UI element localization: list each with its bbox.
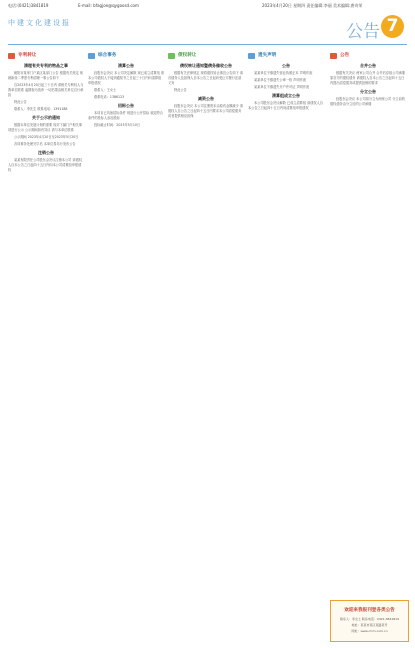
column [168,50,244,121]
ad-address: 地址：某某市某区某路某号 [351,623,388,627]
issue-info: 2023年4月20日 星期四 责任编辑:李丽 美术编辑:唐奇荣 [262,3,363,8]
page-header [0,14,415,44]
notice-paragraph: 经股东会决议 本公司拟分立为两家公司 分立前的债权债务由分立后的公司承继 [330,97,405,106]
column [248,50,324,113]
notice-paragraph: 联系人：王女士 [94,88,117,92]
top-info-strip [0,0,415,14]
notice-paragraph: 联系电话：1386123 [94,95,125,99]
notice-paragraph: 本公司股东会决议解散 已成立清算组 请债权人自本公告之日起四十五日内向清算组申报债权 [248,101,323,110]
notice-title: 合并公告 [360,63,376,68]
notice-title: 关于公示的通知 [32,115,60,120]
notice-paragraph: 经股东会决议 本公司决定解散 现已成立清算组 请本公司债权人于接到通知书之日起三十日内向清算组申报债权 [88,71,164,85]
contact-email: E-mail: bfagjoe@qygoosd.com [78,3,139,8]
notice-paragraph: 经股东会决议 本公司注册资本由原有金额减少 请债权人自公告之日起四十五日内要求本公司清偿债务或者提供相应担保 [168,104,243,118]
notice-title: 清算公告 [118,63,134,68]
notice-title: 清算组成立公告 [272,93,300,98]
category-label: 债权转让 [168,52,244,60]
contact-phone: 电话:(0421)3841819 [8,3,49,8]
category-label: 遗失声明 [248,52,324,60]
paper-name: 中建文化建设报 [8,19,71,27]
notice-title: 减资公告 [198,96,214,101]
notice-paragraph: 特此公告 [174,88,187,92]
ad-contact: 联系人：李女士 联系电话：0421-3841819 [339,617,400,621]
category-label: 专利转让 [8,52,84,60]
notice-paragraph: 本项目已具备招标条件 现进行公开招标 欢迎符合条件的投标人参加投标 [88,111,163,120]
category-label: 综合事务 [88,52,164,60]
notice-paragraph: 某某单位不慎遗失营业执照正本 声明作废 [254,71,313,75]
ad-website: 网址：www.clcm.com.cn [351,629,388,633]
notice-title: 债权转让通知暨债务催收公告 [180,63,232,68]
notice-title: 公告 [282,63,290,68]
notice-title: 注销公告 [38,150,54,155]
notice-paragraph: 朝阳市某家门户某区某部门公告 根据有关规定 现就新设二季度专利清理一事公告如下 [8,71,83,80]
notice-paragraph: 某某有限责任公司股东会决议注销本公司 请债权人自本公告之日起四十五日内向本公司清算组申报债权 [8,158,82,172]
page-number-badge: 7 [381,15,404,38]
section-title: 公告 [346,22,380,42]
notice-paragraph: 自2023年4月20日起三十日内 请相关专利权人与我单位联系 逾期视为放弃 一切后果由相关单位自行承担 [8,83,84,97]
notice-title: 清理有关专利的物品之事 [24,63,68,68]
notice-paragraph: 某某单位不慎遗失公章一枚 声明作废 [254,78,307,82]
notice-title: 招标公告 [118,103,134,108]
notice-paragraph: 根据有关法律规定 现将债权转让事宜公告如下 请各债务人及担保人自本公告之日起向受让方履行还款义务 [168,71,243,85]
notice-paragraph: 某某单位不慎遗失开户许可证 声明作废 [254,85,310,89]
ad-box [330,600,409,642]
column [330,50,406,595]
notice-title: 分立公告 [360,89,376,94]
column [88,50,164,130]
notice-paragraph: 各项事务处理完毕后 本单位将另行发布公告 [14,142,76,146]
notice-paragraph: 联系人：李先生 联系电话：1391188 [14,107,68,111]
notice-paragraph: 公示期间 2023年4月20日至2023年5月20日 [14,135,79,139]
column [8,50,84,175]
notice-paragraph: 根据本单位发展计划的需要 现对下属门户相关事项进行公示 公示期间如有异议 请与本单位联系 [8,123,82,132]
category-label: 公告 [330,52,406,60]
notice-paragraph: 根据有关决议 两家公司合并 合并后存续公司承继原各方的债权债务 请债权人自本公告之日起四十五日内提出清偿债务或提供担保的要求 [330,71,405,85]
ad-title: 欢迎来我报刊登各类公告 [344,608,395,613]
notice-paragraph: 投标截止时间：2023年5月10日 [94,123,141,127]
header-divider [8,44,407,45]
notice-paragraph: 特此公告 [14,100,27,104]
